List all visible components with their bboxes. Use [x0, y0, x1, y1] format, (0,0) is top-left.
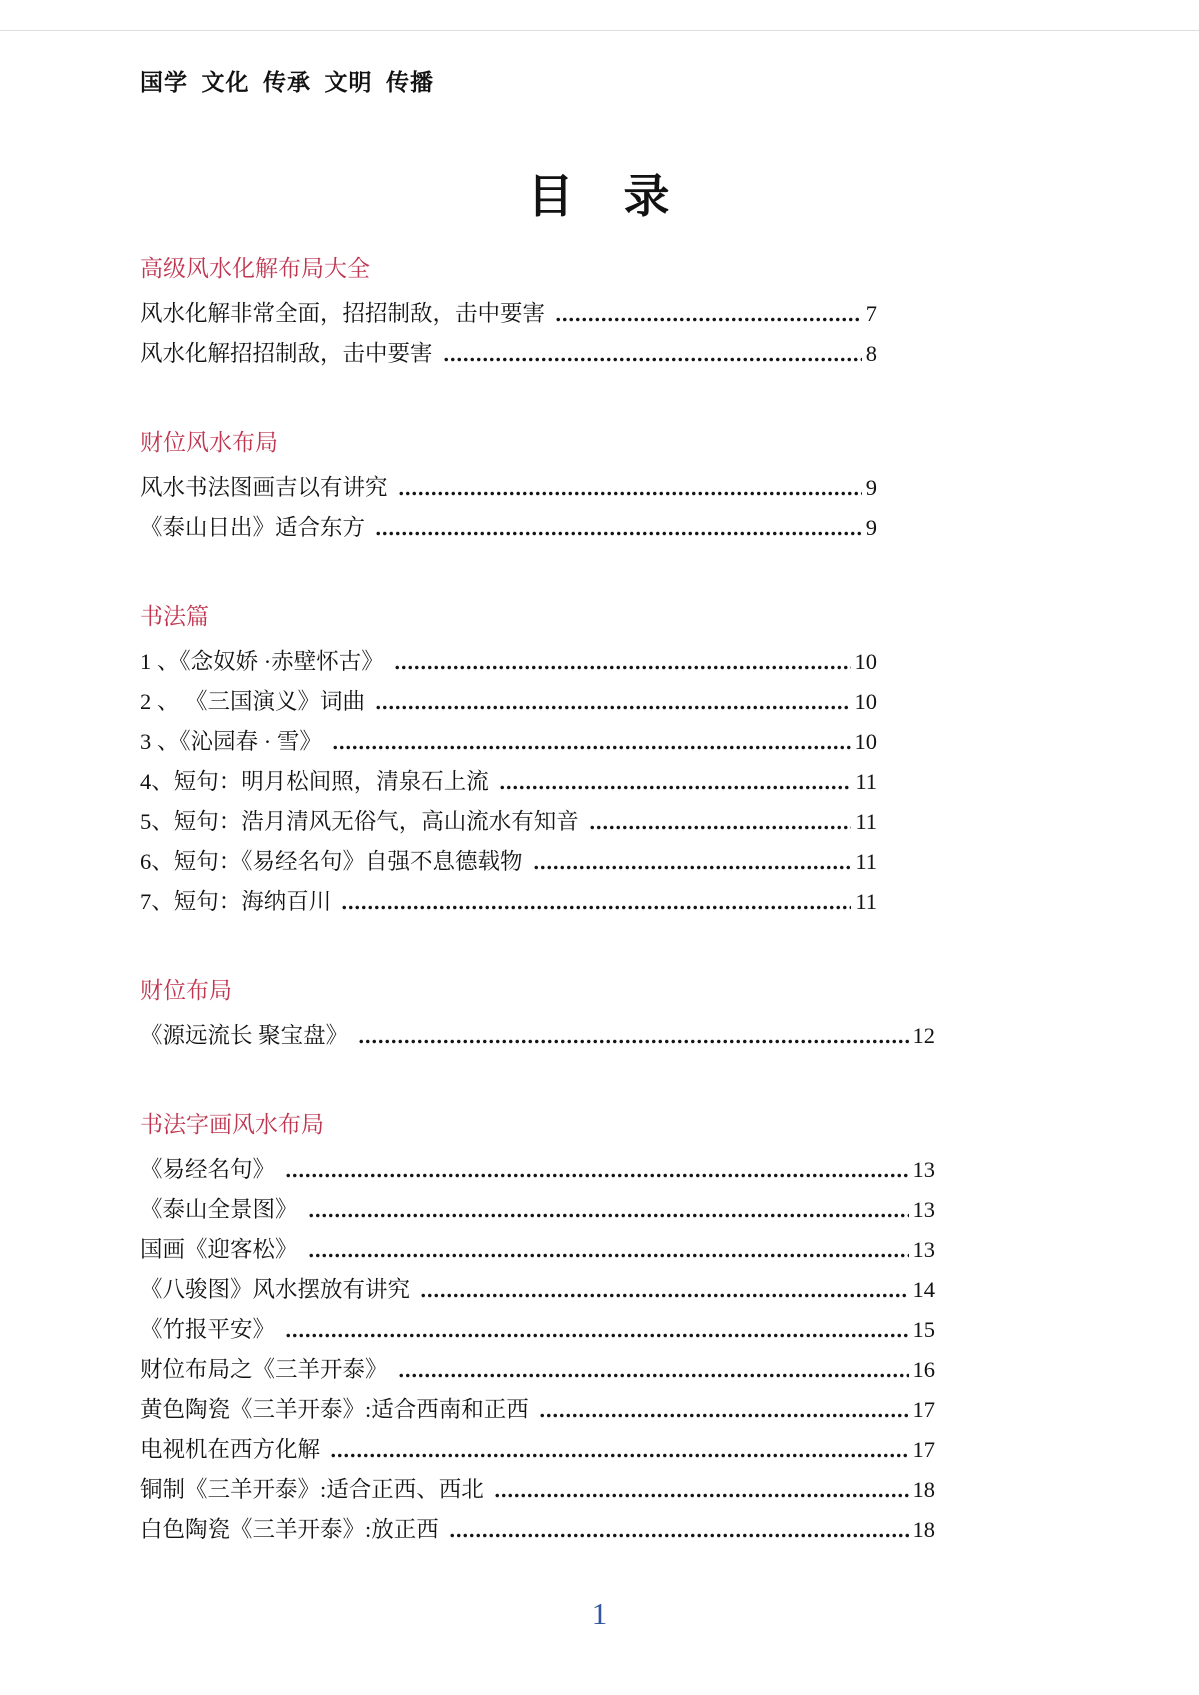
toc-entry[interactable] [140, 1268, 935, 1308]
dot-leader [533, 844, 852, 880]
toc-section-heading: 财位布局 [140, 978, 232, 1003]
toc-entry-page-number: 16 [912, 1357, 935, 1382]
toc-entry[interactable] [140, 640, 935, 680]
dot-leader [375, 684, 850, 720]
dot-leader [375, 510, 862, 546]
dot-leader [398, 1352, 909, 1388]
toc-entry-page-number: 13 [912, 1157, 935, 1182]
dot-leader [443, 336, 862, 372]
toc-entry-title: 7、短句：海纳百川 [140, 889, 332, 914]
toc-entry-title: 国画《迎客松》 [140, 1237, 298, 1262]
toc-entry[interactable] [140, 1428, 935, 1468]
toc-entry-title: 6、短句：《易经名句》自强不息德载物 [140, 849, 523, 874]
dot-leader [420, 1272, 908, 1308]
toc-entry[interactable] [140, 760, 935, 800]
dot-leader [285, 1152, 908, 1188]
toc-section [140, 426, 935, 546]
toc-entry[interactable] [140, 1228, 935, 1268]
toc-entry[interactable] [140, 680, 935, 720]
toc-entry-page-number: 9 [865, 515, 877, 540]
document-slogan: 国学 文化 传承 文明 传播 [140, 70, 434, 95]
toc-entry-title: 《源远流长 聚宝盘》 [140, 1023, 349, 1048]
toc-entry-title: 风水化解非常全面，招招制敌，击中要害 [140, 301, 546, 326]
dot-leader [332, 724, 851, 760]
toc-entry-title: 《八骏图》风水摆放有讲究 [140, 1277, 411, 1302]
toc-entry-page-number: 11 [855, 889, 877, 914]
toc-entry-page-number: 11 [855, 769, 877, 794]
page-top-divider [0, 30, 1199, 31]
toc-section-heading: 书法篇 [140, 604, 209, 629]
toc-entry-page-number: 12 [912, 1023, 935, 1048]
toc-entry-title: 风水书法图画吉以有讲究 [140, 475, 388, 500]
toc-entry[interactable] [140, 840, 935, 880]
toc-entry[interactable] [140, 332, 935, 372]
toc-entry-page-number: 18 [912, 1517, 935, 1542]
toc-section-heading: 高级风水化解布局大全 [140, 256, 370, 281]
toc-entry-page-number: 17 [912, 1397, 935, 1422]
toc-entry-page-number: 13 [912, 1197, 935, 1222]
toc-entry-page-number: 7 [865, 301, 877, 326]
toc-entry[interactable] [140, 292, 935, 332]
toc-entry-page-number: 11 [855, 849, 877, 874]
toc-entry-title: 4、短句：明月松间照，清泉石上流 [140, 769, 489, 794]
toc-entry[interactable] [140, 1468, 935, 1508]
toc-entry-title: 《竹报平安》 [140, 1317, 276, 1342]
table-of-contents [140, 252, 935, 1548]
toc-entry[interactable] [140, 880, 935, 920]
toc-entry-title: 3 、《沁园春 · 雪》 [140, 729, 322, 754]
dot-leader [499, 764, 852, 800]
toc-entry[interactable] [140, 1348, 935, 1388]
dot-leader [394, 644, 851, 680]
dot-leader [494, 1472, 909, 1508]
toc-section [140, 1108, 935, 1548]
dot-leader [330, 1432, 908, 1468]
toc-entry-page-number: 10 [854, 649, 877, 674]
toc-entry[interactable] [140, 720, 935, 760]
dot-leader [539, 1392, 909, 1428]
toc-section [140, 252, 935, 372]
toc-entry-title: 财位布局之《三羊开泰》 [140, 1357, 388, 1382]
toc-entry-title: 风水化解招招制敌，击中要害 [140, 341, 433, 366]
dot-leader [308, 1192, 909, 1228]
toc-entry[interactable] [140, 1014, 935, 1054]
toc-entry[interactable] [140, 1148, 935, 1188]
dot-leader [308, 1232, 909, 1268]
dot-leader [341, 884, 851, 920]
dot-leader [285, 1312, 908, 1348]
toc-entry-page-number: 14 [912, 1277, 935, 1302]
toc-entry-page-number: 15 [912, 1317, 935, 1342]
toc-entry-title: 5、短句：浩月清风无俗气，高山流水有知音 [140, 809, 579, 834]
toc-entry[interactable] [140, 1308, 935, 1348]
dot-leader [555, 296, 862, 332]
toc-entry-page-number: 11 [855, 809, 877, 834]
toc-entry-page-number: 17 [912, 1437, 935, 1462]
dot-leader [449, 1512, 909, 1548]
toc-entry[interactable] [140, 466, 935, 506]
toc-section-heading: 财位风水布局 [140, 430, 278, 455]
toc-entry-title: 黄色陶瓷《三羊开泰》:适合西南和正西 [140, 1397, 529, 1422]
toc-entry[interactable] [140, 800, 935, 840]
toc-section [140, 974, 935, 1054]
toc-entry-title: 铜制《三羊开泰》:适合正西、西北 [140, 1477, 484, 1502]
toc-entry-page-number: 8 [865, 341, 877, 366]
dot-leader [589, 804, 852, 840]
dot-leader [398, 470, 862, 506]
toc-entry-title: 1 、《念奴娇 ·赤壁怀古》 [140, 649, 384, 674]
toc-entry-page-number: 13 [912, 1237, 935, 1262]
toc-section-heading: 书法字画风水布局 [140, 1112, 324, 1137]
toc-entry-title: 2 、 《三国演义》词曲 [140, 689, 366, 714]
toc-entry-title: 《易经名句》 [140, 1157, 276, 1182]
toc-entry-page-number: 9 [865, 475, 877, 500]
toc-entry-title: 白色陶瓷《三羊开泰》:放正西 [140, 1517, 439, 1542]
toc-entry-title: 《泰山日出》适合东方 [140, 515, 366, 540]
dot-leader [358, 1018, 908, 1054]
toc-entry-title: 《泰山全景图》 [140, 1197, 298, 1222]
toc-entry[interactable] [140, 1188, 935, 1228]
toc-entry-page-number: 18 [912, 1477, 935, 1502]
toc-entry-title: 电视机在西方化解 [140, 1437, 321, 1462]
toc-section [140, 600, 935, 920]
toc-entry[interactable] [140, 506, 935, 546]
toc-entry-page-number: 10 [854, 689, 877, 714]
toc-entry[interactable] [140, 1508, 935, 1548]
toc-entry-page-number: 10 [854, 729, 877, 754]
toc-title: 目 录 [527, 171, 672, 222]
toc-entry[interactable] [140, 1388, 935, 1428]
footer-page-number: 1 [591, 1596, 608, 1631]
